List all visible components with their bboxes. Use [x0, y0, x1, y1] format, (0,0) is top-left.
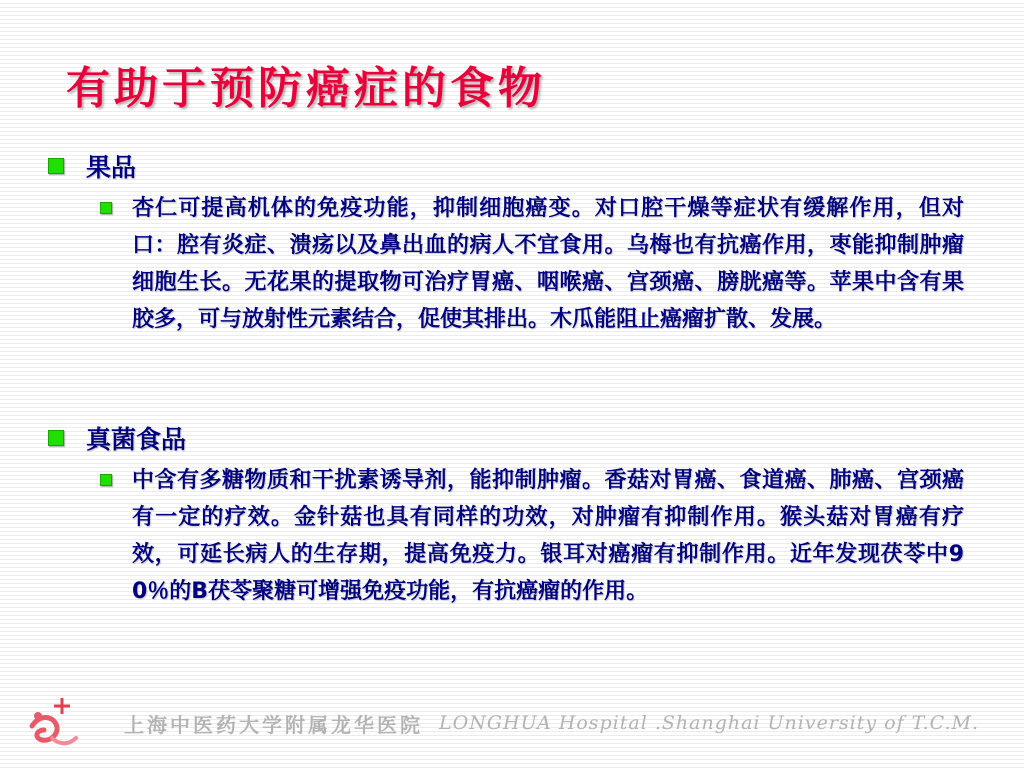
- footer-org-chinese: 上海中医药大学附属龙华医院: [124, 712, 423, 737]
- square-bullet-icon: [48, 158, 64, 174]
- section-header: [48, 150, 978, 182]
- section-label: 真菌食品: [86, 425, 187, 454]
- section-fruit: [48, 150, 978, 338]
- section-fungi: [48, 422, 978, 610]
- list-item: [100, 462, 978, 610]
- item-text: 中含有多糖物质和干扰素诱导剂，能抑制肿瘤。香菇对胃癌、食道癌、肺癌、宫颈癌有一定的疗效。金针菇也具有同样的功效，对肿瘤有抑制作用。猴头菇对胃癌有疗效，可延长病人的生存期，提高免疫力。银耳对癌瘤有抑制作用。近年发现茯苓中90％的B茯苓聚糖可增强免疫功能，有抗癌瘤的作用。: [132, 468, 964, 604]
- square-bullet-icon: [100, 202, 112, 214]
- square-bullet-icon: [48, 430, 64, 446]
- item-text: 杏仁可提高机体的免疫功能，抑制细胞癌变。对口腔干燥等症状有缓解作用，但对口：腔有炎症、溃疡以及鼻出血的病人不宜食用。乌梅也有抗癌作用，枣能抑制肿瘤细胞生长。无花果的提取物可治疗胃癌、咽喉癌、宫颈癌、膀胱癌等。苹果中含有果胶多，可与放射性元素结合，促使其排出。木瓜能阻止癌瘤扩散、发展。: [132, 196, 964, 332]
- section-label: 果品: [86, 153, 137, 182]
- square-bullet-icon: [100, 474, 112, 486]
- hospital-logo-icon: [22, 692, 84, 754]
- slide-title: 有助于预防癌症的食物: [66, 63, 546, 114]
- section-header: [48, 422, 978, 454]
- footer-org-english: LONGHUA Hospital .Shanghai University of T.C.M.: [439, 712, 979, 734]
- list-item: [100, 190, 978, 338]
- footer: [22, 688, 1002, 758]
